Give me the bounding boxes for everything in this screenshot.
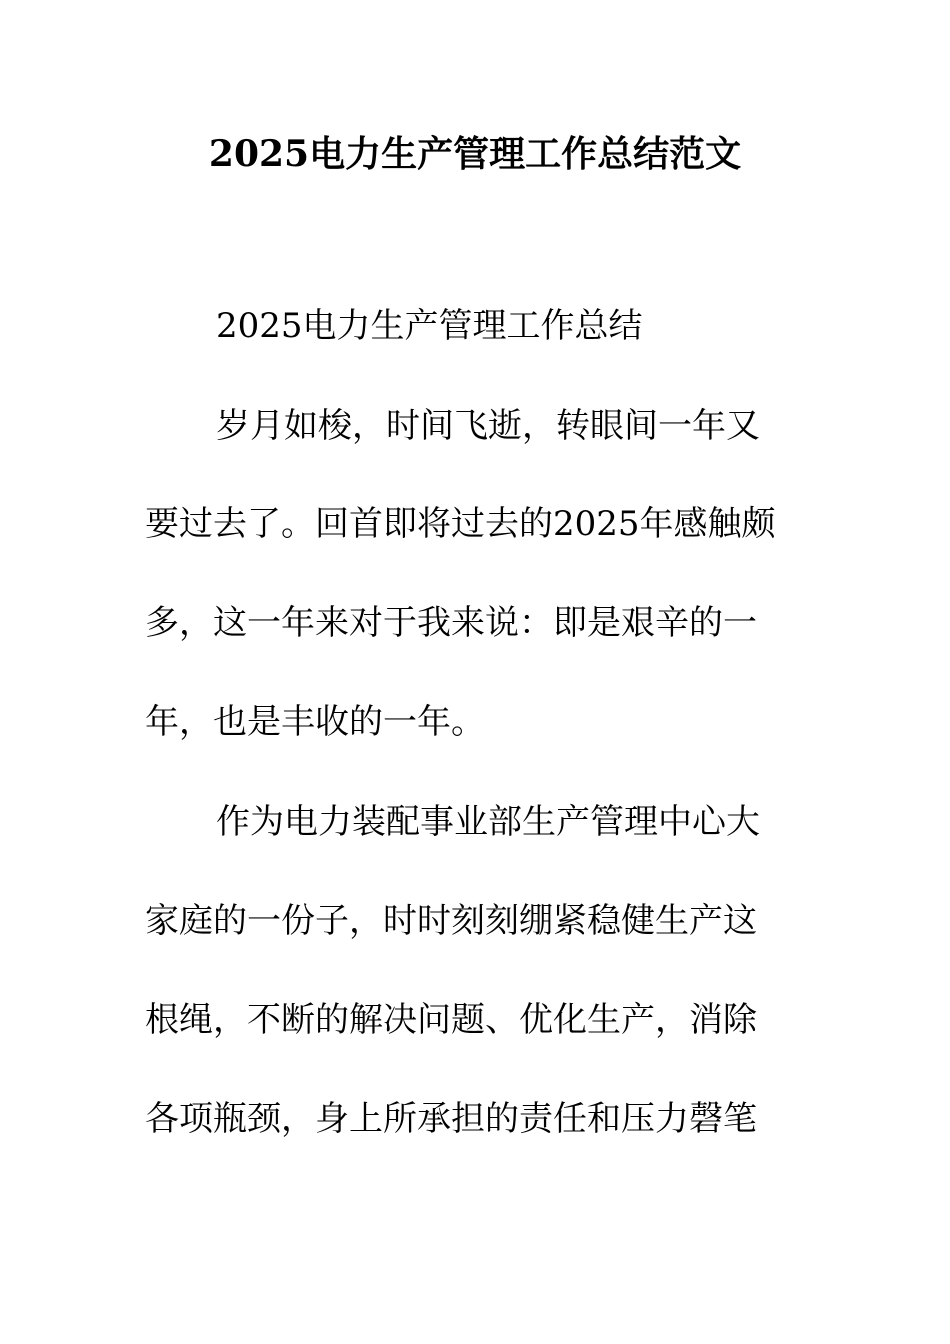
- document-title: 2025电力生产管理工作总结范文: [208, 133, 742, 175]
- paragraph-2-line-3: 根绳，不断的解决问题、优化生产，消除: [145, 1000, 757, 1040]
- paragraph-1-line-4: 年，也是丰收的一年。: [145, 702, 485, 742]
- paragraph-1-line-2: 要过去了。回首即将过去的2025年感触颇: [145, 504, 776, 544]
- paragraph-2-line-4: 各项瓶颈，身上所承担的责任和压力磬笔: [145, 1099, 757, 1139]
- paragraph-1-line-3: 多，这一年来对于我来说：即是艰辛的一: [145, 603, 757, 643]
- document-subtitle: 2025电力生产管理工作总结: [216, 306, 643, 346]
- paragraph-2-line-2: 家庭的一份子，时时刻刻绷紧稳健生产这: [145, 901, 757, 941]
- paragraph-1-line-1: 岁月如梭，时间飞逝，转眼间一年又: [216, 406, 760, 446]
- paragraph-2-line-1: 作为电力装配事业部生产管理中心大: [216, 802, 760, 842]
